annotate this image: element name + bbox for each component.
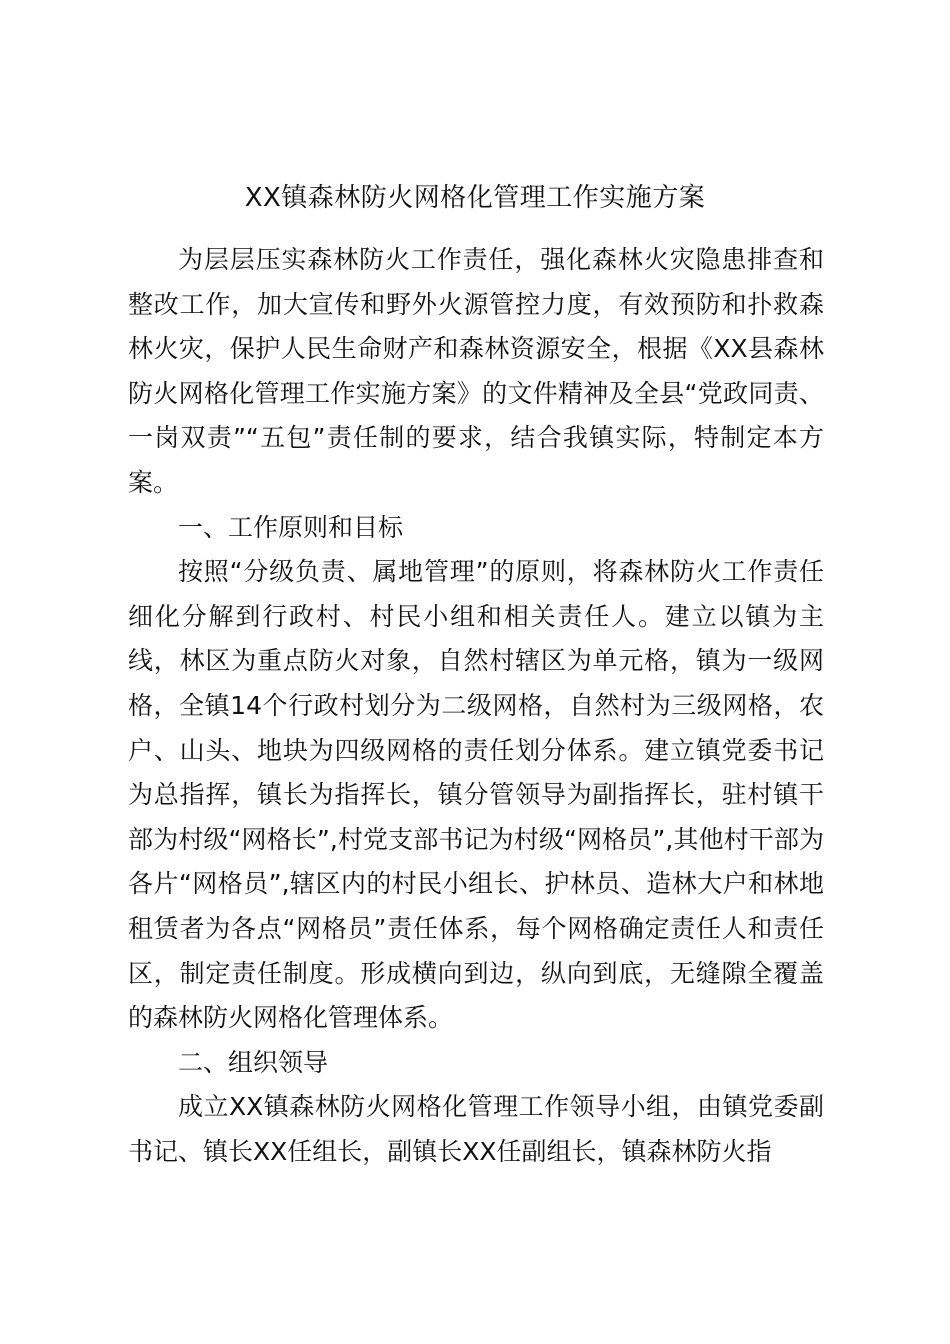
intro-paragraph: 为层层压实森林防火工作责任，强化森林火灾隐患排查和整改工作，加大宣传和野外火源管控力度，有效预防和扑救森林火灾，保护人民生命财产和森林资源安全，根据《XX县森林防火网格化管理工作实施方案》的文件精神及全县“党政同责、一岗双责”“五包”责任制的要求，结合我镇实际，特制定本方案。 bbox=[128, 245, 824, 497]
document-body bbox=[128, 238, 824, 1174]
section-1-paragraph: 按照“分级负责、属地管理”的原则，将森林防火工作责任细化分解到行政村、村民小组和相关责任人。建立以镇为主线，林区为重点防火对象，自然村辖区为单元格，镇为一级网格，全镇14个行政村划分为二级网格，自然村为三级网格，农户、山头、地块为四级网格的责任划分体系。建立镇党委书记为总指挥，镇长为指挥长，镇分管领导为副指挥长，驻村镇干部为村级“网格长”,村党支部书记为村级“网格员”,其他村干部为各片“网格员”,辖区内的村民小组长、护林员、造林大户和林地租赁者为各点“网格员”责任体系，每个网格确定责任人和责任区，制定责任制度。形成横向到边，纵向到底，无缝隙全覆盖的森林防火网格化管理体系。 bbox=[128, 557, 824, 1033]
section-heading-2: 二、组织领导 bbox=[178, 1047, 329, 1077]
document-title: XX镇森林防火网格化管理工作实施方案 bbox=[244, 183, 706, 213]
section-2-paragraph: 成立XX镇森林防火网格化管理工作领导小组，由镇党委副书记、镇长XX任组长，副镇长XX任副组长，镇森林防火指 bbox=[128, 1092, 824, 1166]
section-heading-1: 一、工作原则和目标 bbox=[178, 512, 404, 542]
